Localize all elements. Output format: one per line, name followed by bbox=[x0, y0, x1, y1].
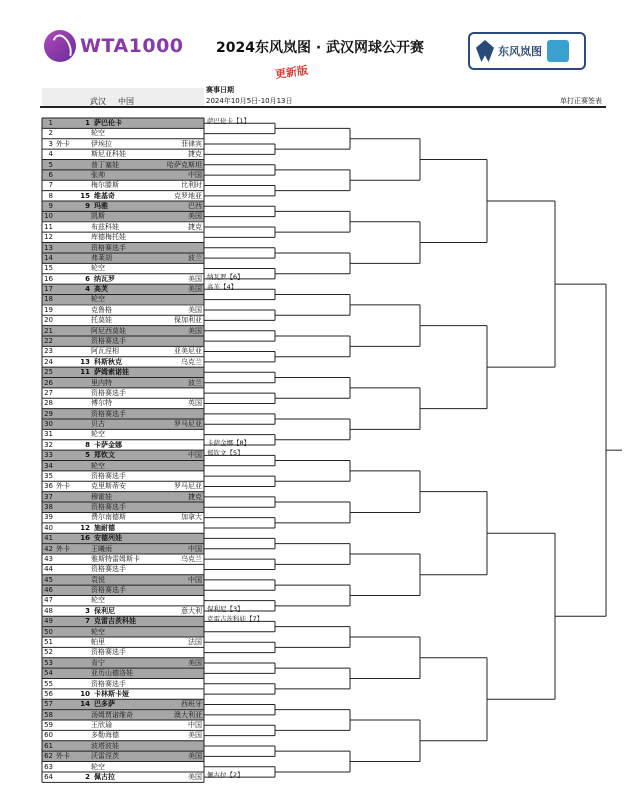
player-name: 资格赛选手 bbox=[91, 243, 126, 252]
player-name: 轮空 bbox=[91, 129, 105, 138]
player-name: 资格赛选手 bbox=[91, 336, 126, 345]
player-country: 巴西 bbox=[188, 202, 202, 211]
draw-position: 34 bbox=[44, 461, 53, 470]
draw-position: 31 bbox=[44, 430, 53, 439]
player-name: 弗莱胡 bbox=[91, 253, 112, 262]
player-country: 英国 bbox=[188, 399, 202, 408]
player-country: 美国 bbox=[188, 658, 202, 667]
draw-position: 55 bbox=[44, 679, 53, 688]
seed-number: 2 bbox=[85, 772, 90, 781]
entry-tag: 外卡 bbox=[56, 139, 70, 148]
player-country: 美国 bbox=[188, 212, 202, 221]
player-name: 雅斯特雷姆斯卡 bbox=[91, 554, 140, 563]
updated-stamp: 更新版 bbox=[274, 63, 309, 82]
seed-number: 7 bbox=[85, 617, 90, 626]
draw-position: 61 bbox=[44, 741, 53, 750]
player-name: 王曦雨 bbox=[91, 544, 112, 553]
player-name: 伊埃拉 bbox=[91, 139, 112, 148]
draw-position: 8 bbox=[48, 191, 53, 200]
player-name: 轮空 bbox=[91, 596, 105, 605]
draw-position: 39 bbox=[44, 513, 53, 522]
draw-position: 11 bbox=[44, 222, 53, 231]
draw-position: 47 bbox=[44, 596, 53, 605]
draw-position: 63 bbox=[44, 762, 53, 771]
player-country: 克罗地亚 bbox=[174, 191, 202, 200]
draw-position: 19 bbox=[44, 305, 53, 314]
draw-position: 2 bbox=[48, 129, 53, 138]
player-name: 托莫娃 bbox=[91, 316, 112, 325]
player-country: 中国 bbox=[188, 451, 202, 460]
draw-position: 9 bbox=[48, 202, 53, 211]
player-name: 多勒海德 bbox=[91, 731, 119, 740]
draw-position: 52 bbox=[44, 648, 53, 657]
player-country: 中国 bbox=[188, 575, 202, 584]
draw-position: 10 bbox=[44, 212, 53, 221]
player-country: 美国 bbox=[188, 285, 202, 294]
draw-position: 6 bbox=[48, 170, 53, 179]
player-name: 施耐德 bbox=[94, 523, 115, 532]
player-name: 卡萨金娜 bbox=[94, 440, 122, 449]
seed-number: 12 bbox=[80, 523, 90, 532]
player-name: 资格赛选手 bbox=[91, 503, 126, 512]
draw-position: 60 bbox=[44, 731, 53, 740]
draw-position: 43 bbox=[44, 554, 53, 563]
player-name: 科斯秋克 bbox=[94, 357, 122, 366]
player-name: 阿瓦涅相 bbox=[91, 347, 119, 356]
player-name: 凯斯 bbox=[91, 212, 105, 221]
player-name: 费尔南德斯 bbox=[91, 513, 126, 522]
player-name: 郑钦文 bbox=[94, 451, 115, 460]
player-name: 轮空 bbox=[91, 762, 105, 771]
draw-position: 18 bbox=[44, 295, 53, 304]
player-name: 穆霍娃 bbox=[91, 492, 112, 501]
player-country: 哈萨克斯坦 bbox=[167, 160, 202, 169]
player-name: 汤姆贾诺维奇 bbox=[91, 710, 133, 719]
player-country: 波兰 bbox=[188, 378, 202, 387]
draw-position: 46 bbox=[44, 586, 53, 595]
player-name: 库德梅托娃 bbox=[91, 233, 126, 242]
draw-position: 16 bbox=[44, 274, 53, 283]
draw-position: 62 bbox=[44, 752, 53, 761]
seed-number: 8 bbox=[85, 440, 90, 449]
player-country: 乌克兰 bbox=[181, 357, 202, 366]
seed-number: 5 bbox=[85, 451, 90, 460]
player-name: 布兹科娃 bbox=[91, 222, 119, 231]
player-country: 波兰 bbox=[188, 253, 202, 262]
round2-entry: 郑钦文【5】 bbox=[207, 449, 244, 458]
player-name: 克里斯蒂安 bbox=[91, 482, 126, 491]
player-name: 保利尼 bbox=[94, 606, 115, 615]
entry-tag: 外卡 bbox=[56, 482, 70, 491]
draw-position: 15 bbox=[44, 264, 53, 273]
draw-position: 44 bbox=[44, 565, 53, 574]
player-name: 萨姆索诺娃 bbox=[94, 368, 129, 377]
draw-position: 54 bbox=[44, 669, 53, 678]
seed-number: 1 bbox=[85, 119, 90, 127]
player-name: 巴多萨 bbox=[94, 700, 115, 709]
draw-position: 25 bbox=[44, 368, 53, 377]
draw-position: 42 bbox=[44, 544, 53, 553]
player-country: 意大利 bbox=[181, 606, 202, 615]
player-name: 纳瓦罗 bbox=[94, 274, 115, 283]
seed-number: 16 bbox=[80, 534, 90, 543]
player-name: 资格赛选手 bbox=[91, 409, 126, 418]
player-country: 美国 bbox=[188, 731, 202, 740]
player-name: 轮空 bbox=[91, 264, 105, 273]
entry-tag: 外卡 bbox=[56, 544, 70, 553]
player-name: 袁悦 bbox=[91, 575, 105, 584]
seed-number: 14 bbox=[80, 700, 90, 709]
round2-entry: 纳瓦罗【6】 bbox=[207, 272, 244, 281]
player-country: 美国 bbox=[188, 326, 202, 335]
player-name: 卡林斯卡娅 bbox=[94, 689, 129, 698]
player-country: 捷克 bbox=[188, 492, 202, 501]
player-name: 佩古拉 bbox=[94, 772, 115, 781]
seed-number: 10 bbox=[80, 689, 90, 698]
player-name: 轮空 bbox=[91, 295, 105, 304]
round2-entry: 萨巴伦卡【1】 bbox=[207, 117, 251, 125]
draw-position: 35 bbox=[44, 471, 53, 480]
round2-entry: 佩古拉【2】 bbox=[207, 770, 244, 779]
draw-position: 37 bbox=[44, 492, 53, 501]
player-country: 西班牙 bbox=[181, 700, 202, 709]
draw-position: 5 bbox=[48, 160, 53, 169]
draw-position: 56 bbox=[44, 689, 53, 698]
host-country: 中国 bbox=[118, 97, 134, 106]
seed-number: 11 bbox=[80, 368, 90, 377]
player-name: 资格赛选手 bbox=[91, 679, 126, 688]
draw-position: 27 bbox=[44, 388, 53, 397]
seed-number: 4 bbox=[85, 285, 90, 294]
player-name: 肯宁 bbox=[91, 658, 105, 667]
dates-value: 2024年10月5日-10月13日 bbox=[206, 97, 293, 105]
sponsor-text: 东风岚图 bbox=[498, 45, 542, 58]
player-name: 亚历山德洛娃 bbox=[91, 669, 133, 678]
player-name: 玛雅 bbox=[94, 202, 108, 211]
player-country: 美国 bbox=[188, 752, 202, 761]
draw-position: 12 bbox=[44, 233, 53, 242]
draw-position: 17 bbox=[44, 285, 53, 294]
player-name: 波塔波娃 bbox=[91, 741, 119, 750]
player-name: 张帅 bbox=[91, 170, 105, 179]
round2-entry: 卡萨金娜【8】 bbox=[207, 438, 251, 447]
player-name: 萨巴伦卡 bbox=[94, 119, 122, 127]
seed-number: 3 bbox=[85, 606, 90, 615]
player-country: 捷克 bbox=[188, 150, 202, 159]
draw-name: 单打正赛签表 bbox=[560, 97, 602, 105]
player-name: 高芙 bbox=[94, 285, 108, 294]
draw-position: 20 bbox=[44, 316, 53, 325]
dates-label: 赛事日期 bbox=[206, 86, 234, 94]
seed-number: 6 bbox=[85, 274, 90, 283]
player-country: 中国 bbox=[188, 544, 202, 553]
draw-position: 38 bbox=[44, 503, 53, 512]
player-country: 法国 bbox=[188, 638, 202, 646]
draw-position: 23 bbox=[44, 347, 53, 356]
player-name: 安德列娃 bbox=[94, 534, 122, 543]
player-country: 菲律宾 bbox=[181, 139, 202, 148]
seed-number: 13 bbox=[80, 357, 90, 366]
player-country: 中国 bbox=[188, 170, 202, 179]
player-country: 比利时 bbox=[181, 181, 202, 190]
draw-position: 49 bbox=[44, 617, 53, 626]
player-name: 帕里 bbox=[91, 638, 105, 646]
round2-entry: 高芙【4】 bbox=[207, 283, 238, 292]
draw-position: 48 bbox=[44, 606, 53, 615]
draw-position: 40 bbox=[44, 523, 53, 532]
draw-position: 14 bbox=[44, 253, 53, 262]
page-title: 2024东风岚图 · 武汉网球公开赛 bbox=[215, 40, 425, 56]
player-name: 沃雷涅茨 bbox=[91, 752, 119, 761]
player-name: 里内特 bbox=[91, 378, 112, 387]
draw-position: 1 bbox=[48, 119, 53, 127]
draw-position: 22 bbox=[44, 336, 53, 345]
draw-position: 58 bbox=[44, 710, 53, 719]
player-name: 资格赛选手 bbox=[91, 648, 126, 657]
player-name: 阿尼西莫娃 bbox=[91, 326, 126, 335]
player-name: 轮空 bbox=[91, 461, 105, 470]
player-name: 维基奇 bbox=[94, 191, 115, 200]
draw-position: 41 bbox=[44, 534, 53, 543]
player-name: 博尔特 bbox=[91, 399, 112, 408]
draw-position: 3 bbox=[48, 139, 53, 148]
city: 武汉 bbox=[90, 97, 106, 106]
player-name: 资格赛选手 bbox=[91, 565, 126, 574]
player-country: 澳大利亚 bbox=[174, 710, 202, 719]
player-country: 乌克兰 bbox=[181, 554, 202, 563]
player-country: 罗马尼亚 bbox=[174, 482, 202, 491]
draw-position: 33 bbox=[44, 451, 53, 460]
draw-position: 36 bbox=[44, 482, 53, 491]
player-name: 轮空 bbox=[91, 627, 105, 636]
player-name: 贝古 bbox=[91, 420, 105, 429]
draw-position: 51 bbox=[44, 638, 53, 646]
draw-position: 45 bbox=[44, 575, 53, 584]
player-country: 亚美尼亚 bbox=[174, 347, 202, 356]
draw-position: 30 bbox=[44, 420, 53, 429]
player-country: 美国 bbox=[188, 772, 202, 781]
player-name: 普丁塞娃 bbox=[91, 160, 119, 169]
draw-position: 53 bbox=[44, 658, 53, 667]
player-name: 克鲁格 bbox=[91, 305, 112, 314]
draw-position: 64 bbox=[44, 772, 53, 781]
round2-entry: 保利尼【3】 bbox=[207, 604, 244, 613]
draw-position: 21 bbox=[44, 326, 53, 335]
player-name: 资格赛选手 bbox=[91, 388, 126, 397]
player-country: 加拿大 bbox=[181, 513, 202, 522]
draw-position: 29 bbox=[44, 409, 53, 418]
round2-entry: 克雷吉茨科娃【7】 bbox=[207, 615, 264, 624]
player-name: 轮空 bbox=[91, 430, 105, 439]
seed-number: 15 bbox=[80, 191, 90, 200]
player-country: 保加利亚 bbox=[174, 316, 202, 325]
player-name: 斯尼亚科娃 bbox=[91, 150, 126, 159]
draw-position: 32 bbox=[44, 440, 53, 449]
seed-number: 9 bbox=[85, 202, 90, 211]
player-name: 梅尔滕斯 bbox=[91, 181, 119, 190]
draw-position: 59 bbox=[44, 721, 53, 730]
draw-position: 24 bbox=[44, 357, 53, 366]
player-name: 资格赛选手 bbox=[91, 471, 126, 480]
logo-text: WTA1000 bbox=[80, 35, 184, 57]
draw-position: 7 bbox=[48, 181, 53, 190]
draw-position: 28 bbox=[44, 399, 53, 408]
draw-position: 4 bbox=[48, 150, 53, 159]
player-name: 王欣瑜 bbox=[91, 721, 112, 730]
draw-position: 50 bbox=[44, 627, 53, 636]
player-country: 美国 bbox=[188, 274, 202, 283]
player-name: 克雷吉茨科娃 bbox=[94, 617, 136, 626]
draw-position: 13 bbox=[44, 243, 53, 252]
draw-position: 26 bbox=[44, 378, 53, 387]
player-name: 资格赛选手 bbox=[91, 586, 126, 595]
entry-tag: 外卡 bbox=[56, 752, 70, 761]
player-country: 罗马尼亚 bbox=[174, 420, 202, 429]
draw-position: 57 bbox=[44, 700, 53, 709]
player-country: 捷克 bbox=[188, 222, 202, 231]
player-country: 美国 bbox=[188, 305, 202, 314]
player-country: 中国 bbox=[188, 721, 202, 730]
